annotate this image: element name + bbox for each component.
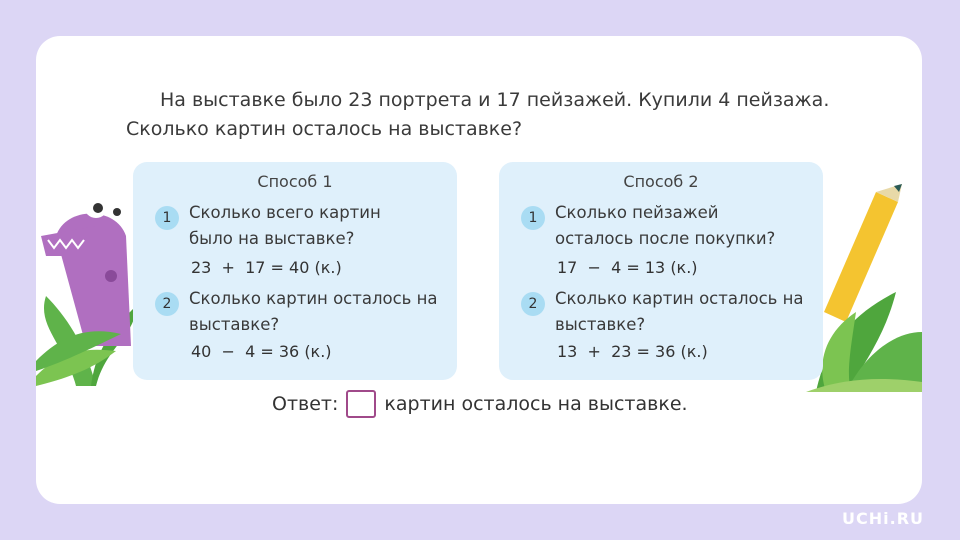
pencil-illustration bbox=[806, 182, 922, 392]
method-1-step-1-calculation: 23 + 17 = 40 (к.) bbox=[191, 258, 342, 277]
step-2-badge: 2 bbox=[155, 292, 179, 316]
method-2-step-1-question: Сколько пейзажей осталось после покупки? bbox=[555, 203, 776, 248]
uchi-logo: UCHi.RU bbox=[842, 509, 924, 528]
answer-prefix: Ответ: bbox=[272, 393, 339, 415]
answer-line bbox=[272, 390, 688, 418]
step-1-badge: 1 bbox=[521, 206, 545, 230]
method-2-panel bbox=[499, 162, 823, 380]
method-2-step-2-calculation: 13 + 23 = 36 (к.) bbox=[557, 342, 708, 361]
answer-input-box[interactable] bbox=[346, 390, 376, 418]
slide-card bbox=[36, 36, 922, 504]
method-1-step-2-question: Сколько картин осталось на выставке? bbox=[189, 289, 438, 334]
method-1-step-2-calculation: 40 − 4 = 36 (к.) bbox=[191, 342, 332, 361]
method-2-title: Способ 2 bbox=[623, 172, 699, 191]
answer-suffix: картин осталось на выставке. bbox=[384, 393, 688, 415]
dinosaur-illustration bbox=[36, 176, 146, 386]
method-1-panel bbox=[133, 162, 457, 380]
problem-text: На выставке было 23 портрета и 17 пейзажей. Купили 4 пейзажа. Сколько картин осталось на выставке? bbox=[126, 89, 830, 140]
step-1-badge: 1 bbox=[155, 206, 179, 230]
method-1-title: Способ 1 bbox=[257, 172, 333, 191]
step-2-badge: 2 bbox=[521, 292, 545, 316]
method-2-step-2-question: Сколько картин осталось на выставке? bbox=[555, 289, 804, 334]
method-1-step-1-question: Сколько всего картин было на выставке? bbox=[189, 203, 381, 248]
method-2-step-1-calculation: 17 − 4 = 13 (к.) bbox=[557, 258, 698, 277]
